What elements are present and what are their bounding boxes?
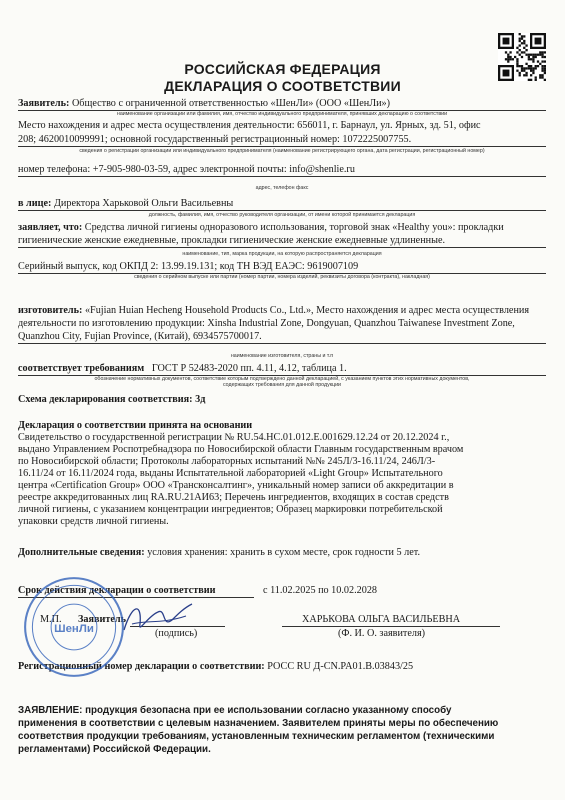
company-stamp-icon [22,575,126,679]
caption-product: наименование, тип, марка продукции, на которую распространяется декларация [182,251,382,257]
title-line-2: ДЕКЛАРАЦИЯ О СООТВЕТСТВИИ [164,78,401,94]
signature-caption: (подпись) [155,628,198,639]
manufacturer-line-2: деятельности по изготовлению продукции: Xinsha Industrial Zone, Dongyuan, Quanzhou Taiwanese Investment Zone, [18,318,515,329]
rule [18,210,546,211]
rule [18,247,546,248]
manufacturer-line-3: Quanzhou City, Fujian Province, (Китай), 6934575700017. [18,331,262,342]
signatory-label: Заявитель [78,614,126,625]
applicant-name: Общество с ограниченной ответственностью «ШенЛи» (ООО «ШенЛи») [71,98,391,109]
address-line-1: Место нахождения и адрес места осуществления деятельности: 656011, г. Барнаул, ул. Ярных, зд. 51, офис [18,120,481,131]
person-name: Директора Харьковой Ольги Васильевны [53,198,234,209]
basis-line: центра «Certification Group» ООО «Трансконсалтинг», уникальный номер записи об аккредитации в [18,480,454,491]
statement-line: применения в соответствии с целевым назначением. Заявителем приняты меры по обеспечению [18,718,499,729]
signature-icon [118,594,198,638]
declares-row [18,222,504,234]
mp-label: М.П. [40,614,62,625]
serial-line: Серийный выпуск, код ОКПД 2: 13.99.19.131; код ТН ВЭД ЕАЭС: 9619007109 [18,261,359,272]
applicant-row [18,98,390,110]
basis-line: выдано Управлением Роспотребнадзора по Новосибирской области Главным государственным врачом [18,444,464,455]
caption-manufacturer: наименование изготовителя, страны и т.п [230,353,334,359]
rule [18,343,546,344]
address-line-2: 208; 4620010099991; основной государственный регистрационный номер: 1072225007755. [18,134,412,145]
caption-requirements-1: обозначение нормативных документов, соответствие которым подтверждено данной декларацией, с указанием пунктов этих нормативных документов, [94,376,470,382]
basis-line: упаковки средств личной гигиены. [18,516,169,527]
rule [18,146,546,147]
statement-line: ЗАЯВЛЕНИЕ: продукция безопасна при ее использовании согласно указанному способу [18,705,452,716]
caption-phone: адрес, телефон факс [255,185,309,191]
additional-row [18,547,420,559]
basis-line: личной гигиены, с указанием концентрации ингредиентов; Образец маркировки потребительской [18,504,443,515]
statement [18,704,498,756]
requirements-row [18,363,347,375]
validity-value: с 11.02.2025 по 10.02.2028 [263,585,378,596]
registration-label: Регистрационный номер декларации о соответствии: [18,661,265,672]
applicant-label: Заявитель: [18,98,70,109]
registration-value: РОСС RU Д-CN.PA01.B.03843/25 [267,661,414,672]
manufacturer-row [18,305,529,317]
stamp-center-text: ШенЛи [54,623,94,636]
declares-line-2: гигиенические женские ежедневные, прокладки гигиенические женские ежедневные удлиненные. [18,235,446,246]
requirements-label: соответствует требованиям [18,363,145,374]
basis-heading: Декларация о соответствии принята на основании [18,420,253,431]
person-label: в лице: [18,198,52,209]
caption-registration: сведения о регистрации организации или индивидуального предпринимателя (наименование регистрирующего органа, дата регистрации, регистрационный номер) [79,148,485,154]
scheme-line: Схема декларирования соответствия: 3д [18,394,206,405]
declares-line-1: Средства личной гигиены одноразового использования, торговой знак «Healthy you»: прокладки [84,222,504,233]
name-caption: (Ф. И. О. заявителя) [338,628,426,639]
basis-line: по Новосибирской области; Протоколы лабораторных испытаний №№ 245Л/3-16.11/24, 246Л/3- [18,456,436,467]
caption-applicant: наименование организации или фамилия, имя, отчество индивидуального предпринимателя, принявших декларацию о соответствии [116,111,448,117]
title-line-1: РОССИЙСКАЯ ФЕДЕРАЦИЯ [184,61,381,77]
declares-label: заявляет, что: [18,222,83,233]
signatory-name: ХАРЬКОВА ОЛЬГА ВАСИЛЬЕВНА [302,614,461,625]
validity-label: Срок действия декларации о соответствии [18,585,216,596]
statement-line: регламентами) Российской Федерации. [18,744,211,755]
basis-line: 16.11/24 от 16.11/2024 года, выданы Испытательной лабораторией «Light Group» Испытательного [18,468,443,479]
phone-line: номер телефона: +7-905-980-03-59, адрес электронной почты: info@shenlie.ru [18,164,355,175]
additional-label: Дополнительные сведения: [18,547,145,558]
caption-requirements-2: содержащих требования для данной продукции [222,382,342,388]
caption-serial: сведения о серийном выпуске или партии (номер партии, номера изделий, реквизиты договора (контракта), накладная) [134,274,430,280]
basis-text [18,432,463,528]
additional-value: условия хранения: хранить в сухом месте, срок годности 5 лет. [147,547,420,558]
basis-line: реестре аккредитованных лиц RA.RU.21АИ63; Перечень ингредиентов, входящих в состав средств [18,492,449,503]
manufacturer-label: изготовитель: [18,305,83,316]
rule [18,176,546,177]
person-row [18,198,233,210]
caption-person: должность, фамилия, имя, отчество руководителя организации, от имени которой принимается декларация [148,212,416,218]
manufacturer-line-1: «Fujian Huian Hecheng Household Products Co., Ltd.», Место нахождения и адрес места осуществления [84,305,530,316]
basis-line: Свидетельство о государственной регистрации № RU.54.НС.01.012.Е.001629.12.24 от 20.12.2024 г., [18,432,450,443]
statement-line: соответствия продукции требованиям, установленным техническим регламентом (техническими [18,731,495,742]
name-underline [282,626,500,627]
requirements-value: ГОСТ Р 52483-2020 пп. 4.11, 4.12, таблица 1. [151,363,347,374]
